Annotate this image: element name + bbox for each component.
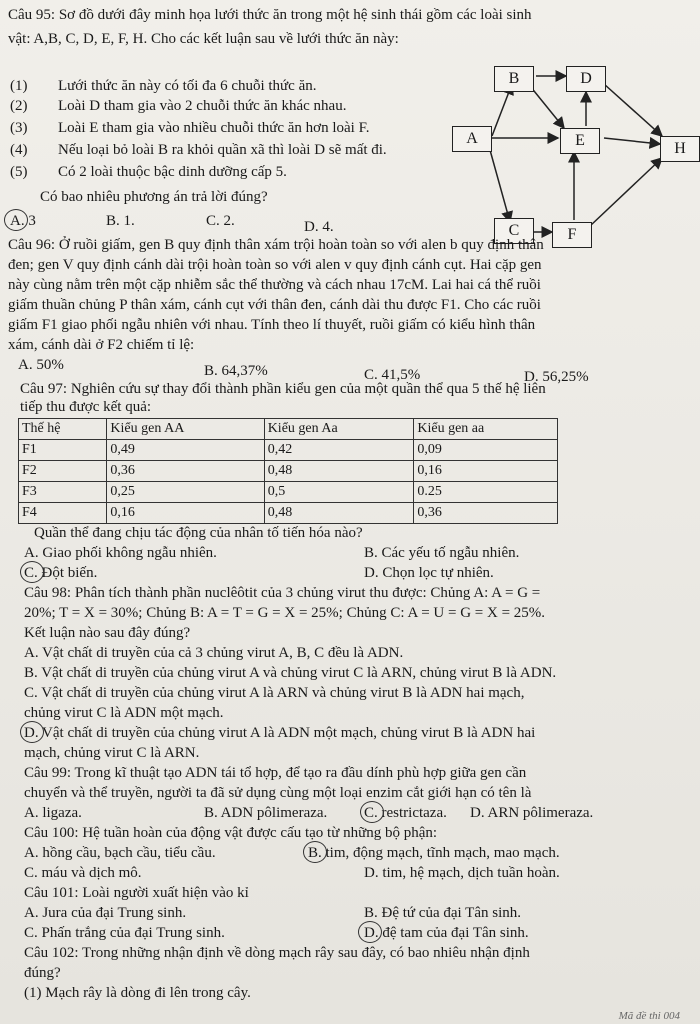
q98-option-d: D. Vật chất di truyền của chủng virut A là ADN một mạch, chủng virut B là ADN hai [24, 725, 536, 741]
arrow-f-h [590, 158, 662, 226]
q95-line2: vật: A,B, C, D, E, F, H. Cho các kết luận sau về lưới thức ăn này: [8, 31, 399, 47]
node-h: H [660, 136, 700, 162]
node-c: C [494, 218, 534, 244]
arrow-a-c [490, 150, 510, 222]
q95-question: Có bao nhiêu phương án trả lời đúng? [40, 189, 268, 205]
q95-statement-2: (2) Loài D tham gia vào 2 chuỗi thức ăn khác nhau. [10, 98, 347, 114]
answer-circle-mark [20, 721, 44, 743]
q102-item1: (1) Mạch rây là dòng đi lên trong cây. [24, 985, 251, 1001]
table-cell: F1 [19, 440, 107, 461]
q95-line1: Câu 95: Sơ đồ dưới đây minh họa lưới thức ăn trong một hệ sinh thái gồm các loài sinh [8, 7, 532, 23]
q98-line2: 20%; T = X = 30%; Chủng B: A = T = G = X = 25%; Chủng C: A = U = G = X = 25%. [24, 605, 546, 621]
q95-statement-1: (1) Lưới thức ăn này có tối đa 6 chuỗi thức ăn. [10, 78, 317, 94]
q101-option-a: A. Jura của đại Trung sinh. [24, 905, 187, 921]
table-cell: 0,49 [107, 440, 264, 461]
table-cell: 0,09 [414, 440, 558, 461]
q96-option-c: C. 41,5% [364, 367, 421, 383]
table-header-cell: Thế hệ [19, 419, 107, 440]
table-header-row [19, 419, 558, 440]
q99-line2: chuyển và thể truyền, người ta đã sử dụng cùng một loại enzim cắt giới hạn có tên là [24, 785, 532, 801]
q99-line1: Câu 99: Trong kĩ thuật tạo ADN tái tổ hợp, để tạo ra đầu dính phù hợp giữa gen cần [24, 765, 527, 781]
answer-circle-mark [358, 921, 382, 943]
q99-option-a: A. ligaza. [24, 805, 82, 821]
q97-line1: Câu 97: Nghiên cứu sự thay đổi thành phần kiểu gen của một quần thể qua 5 thế hệ liên [20, 381, 546, 397]
q96-line2: đen; gen V quy định cánh dài trội hoàn toàn so với alen v quy định cánh cụt. Hai cặp gen [8, 257, 542, 273]
table-cell: 0,48 [264, 503, 414, 524]
table-cell: 0,16 [107, 503, 264, 524]
table-header-cell: Kiểu gen Aa [264, 419, 414, 440]
table-cell: F4 [19, 503, 107, 524]
q101-option-b: B. Đệ tứ của đại Tân sinh. [364, 905, 521, 921]
q102-line1: Câu 102: Trong những nhận định về dòng mạch rây sau đây, có bao nhiêu nhận định [24, 945, 530, 961]
q97-option-d: D. Chọn lọc tự nhiên. [364, 565, 494, 581]
q95-statement-3: (3) Loài E tham gia vào nhiều chuỗi thức ăn hơn loài F. [10, 120, 370, 136]
q99-option-c: C. restrictaza. [364, 805, 447, 821]
table-header-cell: Kiểu gen AA [107, 419, 264, 440]
q102-line2: đúng? [24, 965, 61, 981]
table-cell: 0,16 [414, 461, 558, 482]
node-b: B [494, 66, 534, 92]
genotype-table [18, 418, 558, 524]
answer-circle-mark [20, 561, 44, 583]
q98-option-d-cont: mạch, chủng virut C là ARN. [24, 745, 200, 761]
table-cell: 0,42 [264, 440, 414, 461]
q100-line1: Câu 100: Hệ tuần hoàn của động vật được cấu tạo từ những bộ phận: [24, 825, 438, 841]
q100-option-c: C. máu và dịch mô. [24, 865, 142, 881]
q95-option-a: A. 3 [10, 213, 36, 229]
q100-option-d: D. tim, hệ mạch, dịch tuần hoàn. [364, 865, 560, 881]
q96-option-b: B. 64,37% [204, 363, 268, 379]
table-row [19, 461, 558, 482]
q95-option-b: B. 1. [106, 213, 135, 229]
q100-option-b: B. tim, động mạch, tĩnh mạch, mao mạch. [308, 845, 560, 861]
table-row [19, 503, 558, 524]
q101-option-c: C. Phấn trắng của đại Trung sinh. [24, 925, 225, 941]
answer-circle-mark [4, 209, 28, 231]
table-cell: F2 [19, 461, 107, 482]
q96-line4: giấm thuần chủng P thân xám, cánh cụt với thân đen, cánh dài thu được F1. Cho các ruồi [8, 297, 541, 313]
node-d: D [566, 66, 606, 92]
table-cell: F3 [19, 482, 107, 503]
table-cell: 0,48 [264, 461, 414, 482]
q97-question: Quần thể đang chịu tác động của nhân tố tiến hóa nào? [34, 525, 363, 541]
table-header-cell: Kiểu gen aa [414, 419, 558, 440]
arrow-d-h [604, 84, 662, 136]
q101-option-d: D. đệ tam của đại Tân sinh. [364, 925, 529, 941]
node-f: F [552, 222, 592, 248]
q96-option-d: D. 56,25% [524, 369, 589, 385]
node-a: A [452, 126, 492, 152]
table-row [19, 482, 558, 503]
answer-circle-mark [303, 841, 327, 863]
q95-option-d: D. 4. [304, 219, 334, 235]
q98-option-c-cont: chủng virut C là ADN một mạch. [24, 705, 224, 721]
q97-line2: tiếp thu được kết quả: [20, 399, 152, 415]
q97-option-c: C. Đột biến. [24, 565, 98, 581]
arrow-b-e [530, 86, 564, 128]
answer-circle-mark [360, 801, 384, 823]
table-cell: 0.25 [414, 482, 558, 503]
q100-option-a: A. hồng cầu, bạch cầu, tiểu cầu. [24, 845, 216, 861]
page-footer: Mã đề thi 004 [618, 1010, 680, 1022]
table-cell: 0,25 [107, 482, 264, 503]
table-cell: 0,36 [107, 461, 264, 482]
q96-line6: xám, cánh dài ở F2 chiếm tỉ lệ: [8, 337, 195, 353]
q98-line3: Kết luận nào sau đây đúng? [24, 625, 191, 641]
q96-line3: này cùng nằm trên một cặp nhiễm sắc thể thường và cách nhau 17cM. Lai hai cá thể ruồi [8, 277, 541, 293]
q95-option-c: C. 2. [206, 213, 235, 229]
table-row [19, 440, 558, 461]
table-cell: 0,36 [414, 503, 558, 524]
q99-option-d: D. ARN pôlimeraza. [470, 805, 594, 821]
q97-option-a: A. Giao phối không ngẫu nhiên. [24, 545, 217, 561]
q95-statement-5: (5) Có 2 loài thuộc bậc dinh dưỡng cấp 5. [10, 164, 287, 180]
q98-option-a: A. Vật chất di truyền của cả 3 chủng virut A, B, C đều là ADN. [24, 645, 404, 661]
q96-line1: Câu 96: Ở ruồi giấm, gen B quy định thân xám trội hoàn toàn so với alen b quy định thân [8, 237, 544, 253]
q96-line5: giấm F1 giao phối ngẫu nhiên với nhau. Tính theo lí thuyết, ruồi giấm có kiểu hình thân [8, 317, 536, 333]
q101-line1: Câu 101: Loài người xuất hiện vào kỉ [24, 885, 249, 901]
arrow-e-h [604, 138, 660, 144]
table-cell: 0,5 [264, 482, 414, 503]
q96-option-a: A. 50% [18, 357, 64, 373]
q95-statement-4: (4) Nếu loại bỏ loài B ra khỏi quần xã thì loài D sẽ mất đi. [10, 142, 387, 158]
q97-option-b: B. Các yếu tố ngẫu nhiên. [364, 545, 520, 561]
q98-option-b: B. Vật chất di truyền của chủng virut A và chủng virut C là ARN, chủng virut B là ADN. [24, 665, 557, 681]
q98-line1: Câu 98: Phân tích thành phần nuclêôtit của 3 chủng virut thu được: Chủng A: A = G = [24, 585, 541, 601]
q98-option-c: C. Vật chất di truyền của chủng virut A là ARN và chủng virut B là ADN hai mạch, [24, 685, 525, 701]
q99-option-b: B. ADN pôlimeraza. [204, 805, 328, 821]
node-e: E [560, 128, 600, 154]
